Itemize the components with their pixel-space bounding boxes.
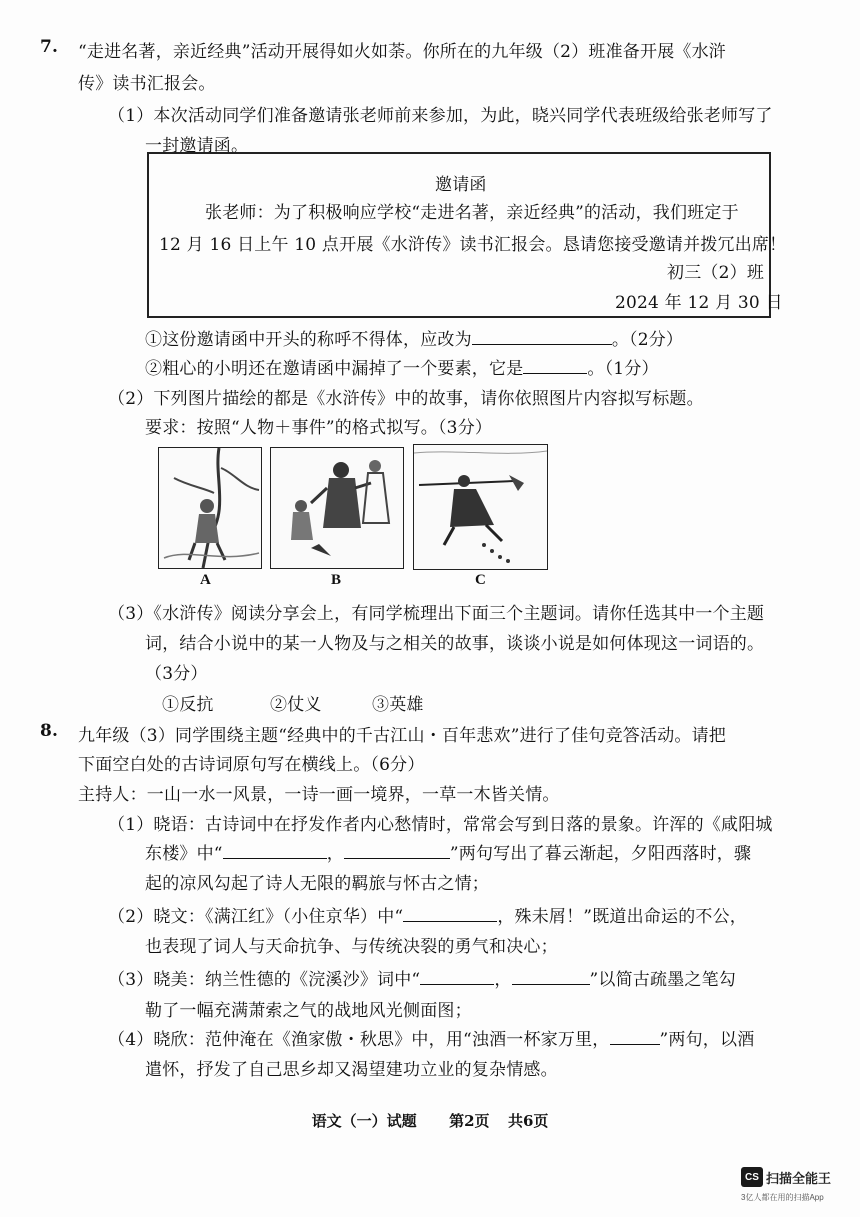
theme-hero: ③英雄 [372, 695, 424, 715]
q7-sub1-score: 。（2分） [611, 330, 684, 350]
q8-item1-text-b: ， [326, 844, 344, 864]
q8-item2-text-a: （2）晓文：《满江红》（小住京华）中“ [108, 907, 404, 927]
q7-number: 7. [40, 37, 59, 57]
q8-stem-line1: 九年级（3）同学围绕主题“经典中的千古江山・百年悲欢”进行了佳句竞答活动。请把 [78, 726, 726, 746]
q7-part1-line2: 一封邀请函。 [145, 136, 249, 156]
cs-logo-icon: CS [741, 1167, 763, 1187]
q7-sub2-text: ②粗心的小明还在邀请函中漏掉了一个要素，它是 [145, 359, 524, 379]
picture-c [413, 444, 548, 570]
q7-sub2-score: 。（1分） [587, 359, 659, 379]
picture-c-label: C [475, 572, 486, 588]
q8-item3-text-a: （3）晓美：纳兰性德的《浣溪沙》词中“ [108, 970, 421, 990]
q8-item1-line3: 起的凉风勾起了诗人无限的羁旅与怀古之情； [145, 874, 489, 894]
q7-sub1 [145, 325, 683, 350]
q8-item3-text-b: ， [494, 970, 512, 990]
q7-part2-line1: （2）下列图片描绘的都是《水浒传》中的故事，请你依照图片内容拟写标题。 [108, 389, 704, 409]
q8-item3-line2: 勒了一幅充满萧索之气的战地风光侧面图； [145, 1001, 472, 1021]
scanner-logo [741, 1167, 831, 1187]
q8-item1-text-a: 东楼》中“ [145, 844, 223, 864]
letter-date: 2024 年 12 月 30 日 [615, 293, 783, 313]
q7-sub1-text: ①这份邀请函中开头的称呼不得体，应改为 [145, 330, 472, 350]
theme-righteousness: ②仗义 [270, 695, 322, 715]
letter-body-line2: 12 月 16 日上午 10 点开展《水浒传》读书汇报会。恳请您接受邀请并拨冗出席！ [159, 235, 787, 255]
letter-title: 邀请函 [435, 175, 487, 195]
q7-part3-line2: 词，结合小说中的某一人物及与之相关的故事，谈谈小说是如何体现这一词语的。 [145, 634, 765, 654]
q7-part2-line2: 要求：按照“人物＋事件”的格式拟写。（3分） [145, 418, 493, 438]
picture-c-illustration [414, 445, 547, 569]
q7-part1-line1: （1）本次活动同学们准备邀请张老师前来参加，为此，晓兴同学代表班级给张老师写了 [108, 106, 773, 126]
q8-item1-text-c: ”两句写出了暮云渐起，夕阳西落时，骤 [449, 844, 752, 864]
answer-blank[interactable] [512, 969, 590, 985]
picture-b-illustration [271, 448, 403, 568]
answer-blank[interactable] [420, 969, 494, 985]
q7-sub2 [145, 354, 659, 379]
scanner-tagline: 3亿人都在用的扫描App [741, 1193, 824, 1202]
answer-blank[interactable] [523, 358, 587, 374]
picture-b [270, 447, 404, 569]
q8-item3-line1 [108, 965, 736, 990]
q8-item2-line2: 也表现了词人与天命抗争、与传统决裂的勇气和决心； [145, 937, 558, 957]
picture-b-label: B [331, 572, 342, 588]
q8-item2-line1 [108, 902, 747, 927]
q7-stem-line2: 传》读书汇报会。 [78, 74, 216, 94]
q8-item4-line1 [108, 1025, 754, 1050]
q7-part3-line1: （3）《水浒传》阅读分享会上，有同学梳理出下面三个主题词。请你任选其中一个主题 [108, 604, 765, 624]
q8-host-line: 主持人：一山一水一风景，一诗一画一境界，一草一木皆关情。 [78, 785, 560, 805]
q8-item1-line2 [145, 839, 751, 864]
q7-stem-line1: “走进名著，亲近经典”活动开展得如火如荼。你所在的九年级（2）班准备开展《水浒 [78, 42, 726, 62]
theme-resist: ①反抗 [162, 695, 214, 715]
answer-blank[interactable] [403, 906, 497, 922]
letter-signature: 初三（2）班 [667, 263, 765, 283]
answer-blank[interactable] [223, 843, 327, 859]
invitation-letter-box [147, 152, 787, 318]
q8-item4-text-b: ”两句，以酒 [659, 1030, 755, 1050]
q8-item4-line2: 遣怀，抒发了自己思乡却又渴望建功立业的复杂情感。 [145, 1060, 558, 1080]
q8-item4-text-a: （4）晓欣：范仲淹在《渔家傲・秋思》中，用“浊酒一杯家万里， [108, 1030, 610, 1050]
page-footer [0, 1110, 860, 1131]
answer-blank[interactable] [472, 329, 612, 345]
picture-a-label: A [200, 572, 211, 588]
q7-part3-line3: （3分） [145, 664, 208, 684]
q8-item3-text-c: ”以简古疏墨之笔勾 [589, 970, 737, 990]
q8-number: 8. [40, 721, 59, 741]
picture-a-illustration [159, 448, 261, 568]
q8-item2-text-b: ，殊未屑！”既道出命运的不公， [497, 907, 748, 927]
footer-subject: 语文（一）试题 [311, 1112, 417, 1130]
q8-stem-line2: 下面空白处的古诗词原句写在横线上。（6分） [78, 755, 425, 775]
answer-blank[interactable] [344, 843, 450, 859]
q8-item1-line1: （1）晓语：古诗词中在抒发作者内心愁情时，常常会写到日落的景象。许浑的《咸阳城 [108, 815, 773, 835]
picture-a [158, 447, 262, 569]
scanner-app-name: 扫描全能王 [766, 1170, 832, 1186]
footer-page: 第2页 [449, 1112, 490, 1130]
footer-total: 共6页 [507, 1112, 549, 1130]
answer-blank[interactable] [610, 1029, 660, 1045]
letter-body-line1: 张老师：为了积极响应学校“走进名著，亲近经典”的活动，我们班定于 [205, 203, 739, 223]
